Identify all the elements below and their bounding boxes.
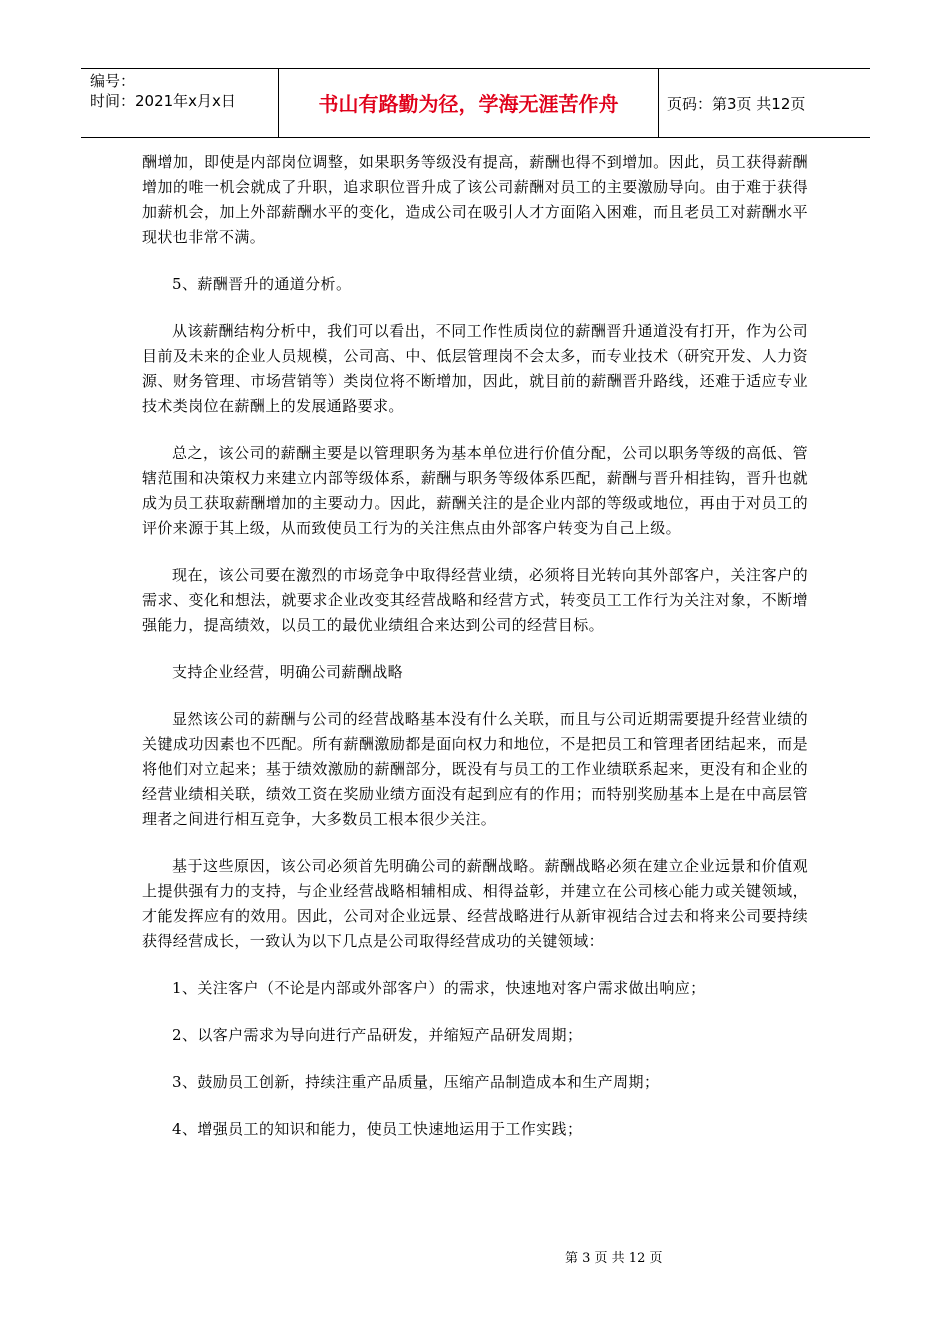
paragraph: 基于这些原因，该公司必须首先明确公司的薪酬战略。薪酬战略必须在建立企业远景和价值观上提供强有力的支持，与企业经营战略相辅相成、相得益彰，并建立在公司核心能力或关键领域，才能发挥应有的效用。因此，公司对企业远景、经营战略进行从新审视结合过去和将来公司要持续获得经营成长，一致认为以下几点是公司取得经营成功的关键领域： xyxy=(142,857,808,950)
list-item: 1、关注客户（不论是内部或外部客户）的需求，快速地对客户需求做出响应； xyxy=(172,979,706,997)
list-item: 4、增强员工的知识和能力，使员工快速地运用于工作实践； xyxy=(172,1120,583,1138)
paragraph-continuation: 酬增加，即使是内部岗位调整，如果职务等级没有提高，薪酬也得不到增加。因此，员工获得薪酬增加的唯一机会就成了升职，追求职位晋升成了该公司薪酬对员工的主要激励导向。由于难于获得加薪机会，加上外部薪酬水平的变化，造成公司在吸引人才方面陷入困难，而且老员工对薪酬水平现状也非常不满。 xyxy=(142,153,808,246)
list-item: 2、以客户需求为导向进行产品研发，并缩短产品研发周期； xyxy=(172,1026,583,1044)
page-footer: 第 3 页 共 12 页 xyxy=(565,1251,663,1266)
paragraph: 现在，该公司要在激烈的市场竞争中取得经营业绩，必须将目光转向其外部客户，关注客户的需求、变化和想法，就要求企业改变其经营战略和经营方式，转变员工工作行为关注对象，不断增强能力，提高绩效，以员工的最优业绩组合来达到公司的经营目标。 xyxy=(142,566,808,634)
document-body xyxy=(142,150,808,1164)
paragraph: 从该薪酬结构分析中，我们可以看出，不同工作性质岗位的薪酬晋升通道没有打开，作为公司目前及未来的企业人员规模，公司高、中、低层管理岗不会太多，而专业技术（研究开发、人力资源、财务管理、市场营销等）类岗位将不断增加，因此，就目前的薪酬晋升路线，还难于适应专业技术类岗位在薪酬上的发展通路要求。 xyxy=(142,322,808,415)
list-item: 3、鼓励员工创新，持续注重产品质量，压缩产品制造成本和生产周期； xyxy=(172,1073,660,1091)
section-heading-promotion-channel: 5、薪酬晋升的通道分析。 xyxy=(172,275,352,293)
paragraph: 显然该公司的薪酬与公司的经营战略基本没有什么关联，而且与公司近期需要提升经营业绩的关键成功因素也不匹配。所有薪酬激励都是面向权力和地位，不是把员工和管理者团结起来，而是将他们对立起来；基于绩效激励的薪酬部分，既没有与员工的工作业绩联系起来，更没有和企业的经营业绩相关联，绩效工资在奖励业绩方面没有起到应有的作用；而特别奖励基本上是在中高层管理者之间进行相互竞争，大多数员工根本很少关注。 xyxy=(142,710,808,828)
header-page-info: 页码：第3页 共12页 xyxy=(667,95,806,113)
document-time-label: 时间：2021年x月x日 xyxy=(90,92,236,110)
header-meta xyxy=(81,69,279,137)
document-number-label: 编号： xyxy=(90,72,136,90)
header-motto-cell xyxy=(279,69,659,137)
header-page-cell xyxy=(659,69,870,137)
paragraph: 总之，该公司的薪酬主要是以管理职务为基本单位进行价值分配，公司以职务等级的高低、管辖范围和决策权力来建立内部等级体系，薪酬与职务等级体系匹配，薪酬与晋升相挂钩，晋升也就成为员工获取薪酬增加的主要动力。因此，薪酬关注的是企业内部的等级或地位，再由于对员工的评价来源于其上级，从而致使员工行为的关注焦点由外部客户转变为自己上级。 xyxy=(142,444,808,537)
header-motto: 书山有路勤为径，学海无涯苦作舟 xyxy=(318,92,619,116)
section-heading-compensation-strategy: 支持企业经营，明确公司薪酬战略 xyxy=(172,663,404,681)
page-header xyxy=(81,68,870,138)
